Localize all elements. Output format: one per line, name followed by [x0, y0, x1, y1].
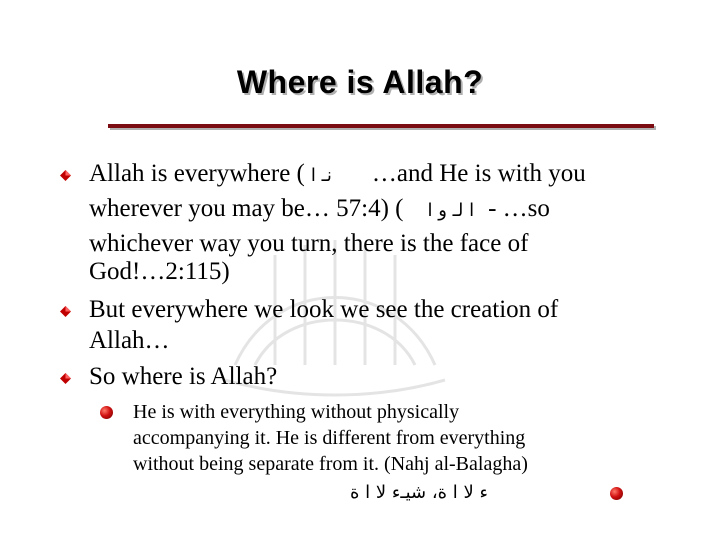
- sub-bullet-1-line-1: He is with everything without physically: [133, 401, 460, 423]
- page-title: Where is Allah?: [236, 64, 484, 100]
- bullet-1-text: wherever you may be… 57:4) (: [89, 195, 404, 222]
- sub-bullet-icon: [610, 487, 623, 500]
- sub-bullet-1-line-2: accompanying it. He is different from everything: [133, 427, 526, 449]
- arabic-quote: ﺍ ﻟـ ﻭ ﺍ: [427, 200, 475, 221]
- sub-bullet-icon: [100, 406, 113, 419]
- bullet-1-line-1: [89, 160, 586, 190]
- bullet-2-line-2: Allah…: [89, 327, 170, 354]
- bullet-1-text: …and He is with you: [371, 160, 586, 187]
- bullet-icon: [60, 170, 71, 181]
- bullet-1-text: Allah is everywhere (: [89, 160, 305, 187]
- bullet-1-line-2: [89, 195, 550, 225]
- bullet-3-line-1: So where is Allah?: [89, 363, 278, 390]
- arabic-quote: ﻧـ ﺍ: [310, 165, 332, 186]
- title-divider: [108, 124, 654, 128]
- arabic-saying: ﺀ ﻻ ﺍ ﺓ، ﺷﻴـﺀ ﻻ ﺍ ﺓ: [350, 482, 488, 503]
- bullet-2-line-1: But everywhere we look we see the creation of: [89, 296, 559, 323]
- sub-bullet-1-line-3: without being separate from it. (Nahj al-Balagha): [133, 453, 528, 475]
- bullet-icon: [60, 373, 71, 384]
- bullet-1-line-3: whichever way you turn, there is the face of: [89, 230, 529, 257]
- bullet-1-line-4: God!…2:115): [89, 258, 230, 285]
- bullet-icon: [60, 306, 71, 317]
- bullet-1-text: - …so: [488, 195, 550, 222]
